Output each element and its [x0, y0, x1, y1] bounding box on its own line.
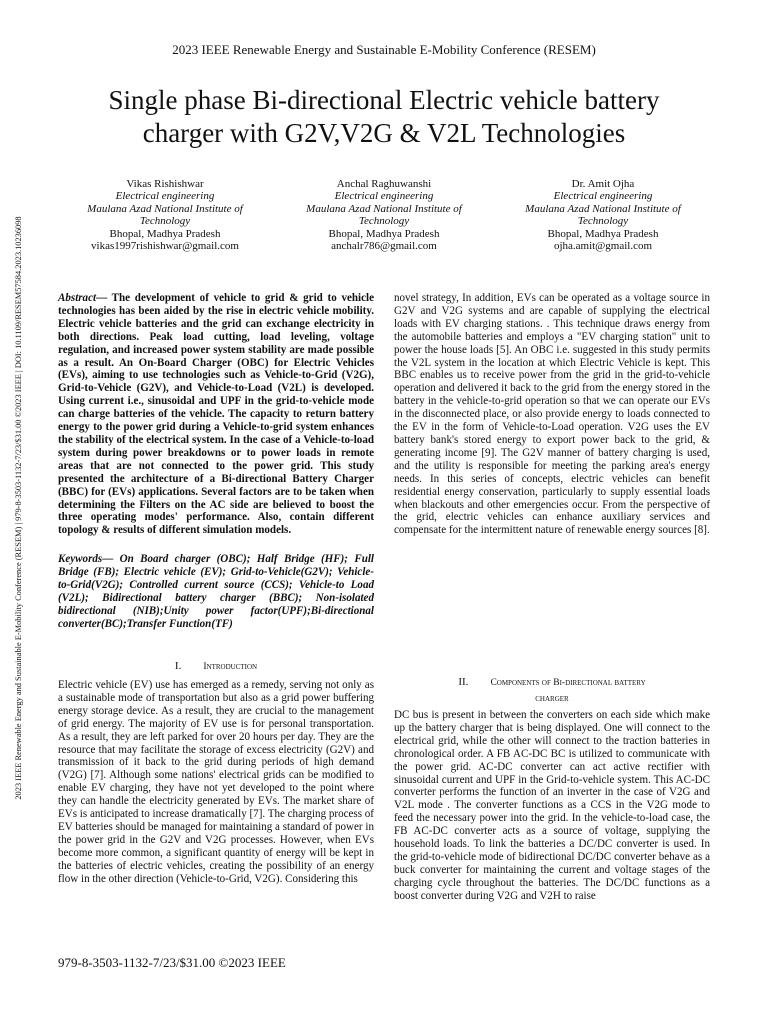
author-dept: Electrical engineering [553, 190, 653, 203]
keywords-text: Keywords— On Board charger (OBC); Half Bridge (HF); Full Bridge (FB); Electric vehicle (EV); Grid-to-Vehicle(G2V); Vehicle- to-Grid(V2G); Controlled current source (CCS); Vehicle-to Load (V2L); Bidirectional battery charger (BBC); Non-isolated bidirectional (NIB);Unity power factor(UPF);Bi-directional converter(BC);Transfer Function(TF) [58, 553, 374, 630]
author-institute-2: Technology [358, 215, 410, 228]
paragraph: Electric vehicle (EV) use has emerged as a remedy, serving not only as a sustainable mode of transportation but also as a grid power buffering energy storage device. As a result, they are crucial to the management of grid energy. The majority of EV use is for personal transportation. As a result, they are left parked for over 20 hours per day. They are the resource that may facilitate the storage of excess electricity (G2V) and transmission of it back to the grid during periods of high demand (V2G) [7]. Although some nations' electrical grids can be modified to enable EV charging, they have not yet developed to the point where they can handle the electricity generated by EVs. The market share of EVs is anticipated to increase dramatically [7]. The charging process of EV batteries should be managed for maintaining a standard of power in the power grid in the G2V and V2G processes. However, when EVs become more common, a significant quantity of energy will be kept in the batteries of electric vehicles, creating the possibility of an energy flow in the other direction (Vehicle-to-Grid, V2G). Considering this [58, 679, 374, 885]
author-1 [40, 178, 290, 252]
author-institute: Maulana Azad National Institute of [306, 202, 462, 215]
section-1-heading [58, 658, 374, 675]
author-email[interactable]: vikas1997rishishwar@gmail.com [91, 240, 239, 253]
author-2 [259, 178, 509, 252]
footer-copyright: 979-8-3503-1132-7/23/$31.00 ©2023 IEEE [58, 955, 286, 970]
section-number: I. [174, 660, 182, 672]
paragraph: novel strategy, In addition, EVs can be operated as a voltage source in G2V and V2G systems and are capable of supplying the electrical loads with EV charging stations. . This technique draws energy from the automobile batteries and employs a "EV charging station" unit to power the house loads [5]. An OBC i.e. suggested in this study permits the V2L system in the location at which Electric Vehicle is kept. This BBC enables us to receive power from the grid in the grid-to-vehicle operation and delivered it back to the grid from the energy stored in the battery in the vehicle-to-grid operation so that we can operate our EVs in the disconnected place, or also provide energy to loads connected to the EV in the form of Vehicle-to-Load operation. V2G uses the EV battery bank's stored energy to export power back to the grid, & generating income [9]. The G2V manner of battery charging is used, and the utility is responsible for meeting the parking area's energy needs. In this series of concepts, electric vehicles can benefit residential energy conservation, particularly to supply essential loads when blackouts and other emergencies occur. From the perspective of the grid, electric vehicles can enhance auxiliary services and compensate for the intermittent nature of renewable energy sources [8]. [394, 292, 710, 537]
section-2-heading [394, 674, 710, 707]
author-city: Bhopal, Madhya Pradesh [109, 227, 221, 240]
author-name: Dr. Amit Ojha [571, 178, 635, 190]
author-3 [478, 178, 728, 252]
abstract-label: Abstract [58, 292, 97, 304]
keywords [58, 553, 374, 630]
conference-header: 2023 IEEE Renewable Energy and Sustainable E-Mobility Conference (RESEM) [172, 42, 596, 57]
section-title-2: charger [535, 694, 569, 704]
title-line-2: charger with G2V,V2G & V2L Technologies [142, 118, 626, 148]
author-email[interactable]: anchalr786@gmail.com [331, 240, 437, 253]
paragraph: DC bus is present in between the converters on each side which make up the battery charger that is being displayed. One will connect to the electrical grid, while the other will connect to the traction batteries in chronological order. A FB AC-DC BC is utilized to communicate with the power grid. AC-DC converter can act active rectifier with sinusoidal current and UPF in the Grid-to-vehicle system. This AC-DC converter performs the function of an inverter in the case of V2G and V2L mode . The converter functions as a CCS in the V2G mode to feed the necessary power into the grid. In the vehicle-to-load case, the FB AC-DC converter acts as a source of voltage, supplying the household loads. To link the batteries a DC/DC converter is used. In the grid-to-vehicle mode of bidirectional DC/DC converter behave as a buck converter for maintaining the current and voltage stages of the charging cycle throughout the batteries. The DC/DC functions as a boost converter during V2G and V2H to raise [394, 709, 710, 902]
section-title: Introduction [203, 662, 258, 672]
author-city: Bhopal, Madhya Pradesh [547, 227, 659, 240]
author-institute-2: Technology [139, 215, 191, 228]
author-institute-2: Technology [577, 215, 629, 228]
author-dept: Electrical engineering [115, 190, 215, 203]
author-email[interactable]: ojha.amit@gmail.com [553, 240, 653, 253]
author-name: Vikas Rishishwar [126, 178, 204, 190]
author-dept: Electrical engineering [334, 190, 434, 203]
paper-title [40, 84, 728, 150]
side-doi-strip: 2023 IEEE Renewable Energy and Sustainable E-Mobility Conference (RESEM) | 979-8-3503-1132-7/23/$31.00 ©2023 IEEE | DOI: 10.1109/RESEM57584.2023.10236098 [14, 216, 23, 800]
author-institute: Maulana Azad National Institute of [525, 202, 681, 215]
section-title: Components of Bi-directional battery [490, 678, 646, 688]
title-line-1: Single phase Bi-directional Electric vehicle battery [108, 85, 660, 115]
section-1-body [58, 679, 374, 886]
abstract [58, 292, 374, 537]
author-city: Bhopal, Madhya Pradesh [328, 227, 440, 240]
section-2-body [394, 709, 710, 903]
right-column-continuation [394, 292, 710, 537]
author-institute: Maulana Azad National Institute of [87, 202, 243, 215]
abstract-text: — The development of vehicle to grid & grid to vehicle technologies has been aided by the rise in electric vehicle mobility. Electric vehicle batteries and the grid can exchange electricity in both directions. Peak load cutting, load leveling, voltage regulation, and increased power system stability are made possible as a result. An On-Board Charger (OBC) for Electric Vehicles (EVs), aiming to use technologies such as Vehicle-to-Grid (V2G), Grid-to-Vehicle (G2V), and Vehicle-to-Load (V2L) is developed. Using current i.e., sinusoidal and UPF in the grid-to-vehicle mode can charge batteries of the vehicle. The capacity to return battery energy to the power grid during a Vehicle-to-grid system enhances the stability of the electrical system. In the case of a Vehicle-to-load system during power breakdowns or to power loads in remote areas that are not connected to the power grid. This study presented the architecture of a Bi-directional Battery Charger (BBC) for (EVs) applications. Several factors are to be taken when determining the Filters on the AC side are believed to boost the three operating modes' performance. Also, contain different topology & results of different simulation models. [58, 292, 374, 537]
author-name: Anchal Raghuwanshi [336, 178, 432, 190]
section-number: II. [458, 676, 469, 688]
